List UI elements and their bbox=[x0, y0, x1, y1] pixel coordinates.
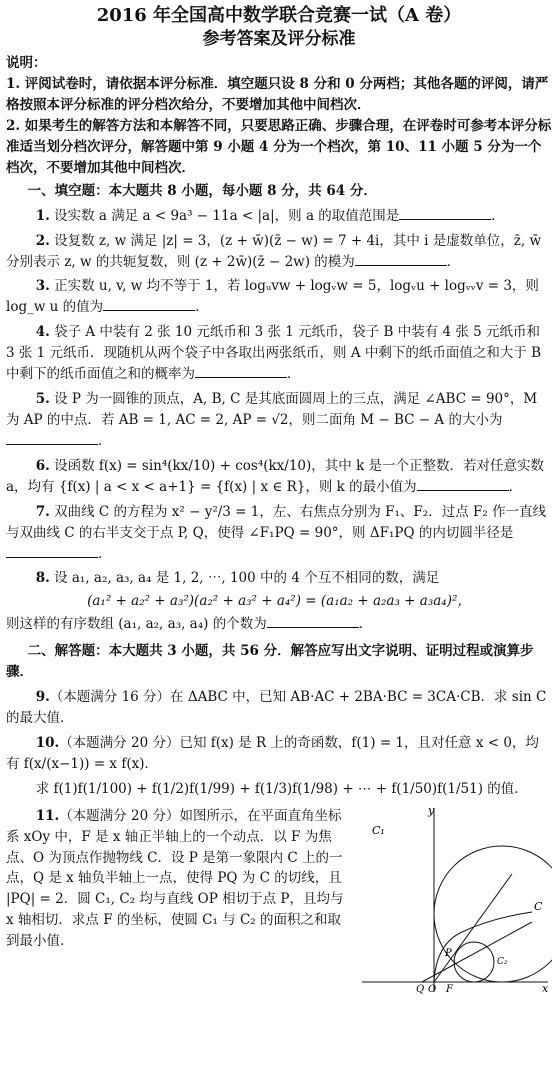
p-label: P bbox=[445, 947, 452, 959]
tangent-pq bbox=[422, 922, 532, 982]
question-text: 设 P 为一圆锥的顶点，A, B, C 是其底面圆周上的三点，满足 ∠ABC = 90°，M 为 AP 的中点．若 AB = 1, AC = 2, AP = √2，则二面角 M − BC − A 的大小为 bbox=[6, 391, 538, 428]
f-label: F bbox=[446, 983, 453, 994]
question-text: 正实数 u, v, w 均不等于 1，若 logᵤvw + logᵥw = 5，logᵥu + logᵥᵥv = 3，则 log_w u 的值为 bbox=[6, 278, 539, 316]
question-number: 5. bbox=[35, 391, 50, 408]
q-label: Q bbox=[416, 983, 425, 994]
answer-blank bbox=[417, 478, 509, 491]
question-text: 设实数 a 满足 a < 9a³ − 11a < |a|，则 a 的取值范围是 bbox=[54, 207, 400, 224]
note-2: 2. 如果考生的解答方法和本解答不同，只要思路正确、步骤合理，在评卷时可参考本评分标准适当划分档次评分，解答题中第 9 小题 4 分为一个档次，第 10、11 小题 5 分为一个档次，不要增加其他中间档次． bbox=[6, 118, 552, 176]
answer-blank bbox=[6, 432, 98, 445]
question-number: 10. bbox=[35, 734, 60, 751]
question-11-block bbox=[6, 803, 552, 994]
question-text: （本题满分 20 分）如图所示，在平面直角坐标系 xOy 中，F 是 x 轴正半轴上的一个动点．以 F 为焦点、O 为顶点作抛物线 C．设 P 是第一象限内 C 上的一点，Q 是 x 轴负半轴上一点，使得 PQ 为 C 的切线，且 |PQ| = 2．圆 C₁, C₂ 均与直线 OP 相切于点 P，且均与 x 轴相切．求点 F 的坐标，使圆 C₁ 与 C₂ 的面积之和取到最小值． bbox=[6, 807, 344, 950]
question-2: 2. 设复数 z, w 满足 |z| = 3，(z + w̄)(z̄ − w) = 7 + 4i，其中 i 是虚数单位，z̄, w̄ 分别表示 z, w 的共轭复数，则 (z + 2w̄)(z̄ − 2w) 的模为 ． bbox=[6, 232, 542, 270]
question-text: 求 f(1)f(1/100) + f(1/2)f(1/99) + f(1/3)f(1/98) + ⋯ + f(1/50)f(1/51) 的值． bbox=[35, 780, 528, 797]
answer-blank bbox=[355, 253, 447, 266]
question-number: 7. bbox=[35, 503, 50, 520]
parabola-circles-figure bbox=[352, 804, 552, 994]
c1-label: C₁ bbox=[372, 823, 385, 837]
question-5: 5. 设 P 为一圆锥的顶点，A, B, C 是其底面圆周上的三点，满足 ∠ABC = 90°，M 为 AP 的中点．若 AB = 1, AC = 2, AP = √2，则二面角 M − BC − A 的大小为． bbox=[6, 391, 538, 449]
question-8-formula: (a₁² + a₂² + a₃²)(a₂² + a₃² + a₄²) = (a₁a₂ + a₂a₃ + a₃a₄)²， bbox=[87, 593, 471, 610]
question-number: 4. bbox=[35, 324, 50, 341]
question-10 bbox=[6, 733, 552, 775]
question-number: 11. bbox=[35, 807, 60, 824]
notes-label: 说明： bbox=[6, 55, 47, 72]
question-6: 6. 设函数 f(x) = sin⁴(kx/10) + cos⁴(kx/10)，其中 k 是一个正整数．若对任意实数 a，均有 {f(x) | a < x < a+1} = {f(x) | x ∈ R}，则 k 的最小值为 ． bbox=[6, 457, 545, 495]
question-4: 4. 袋子 A 中装有 2 张 10 元纸币和 3 张 1 元纸币，袋子 B 中装有 4 张 5 元纸币和 3 张 1 元纸币．现随机从两个袋子中各取出两张纸币，则 A 中剩下的纸币面值之和大于 B 中剩下的纸币面值之和的概率为 ． bbox=[6, 324, 542, 383]
c2-label: C₂ bbox=[497, 956, 508, 967]
answer-blank bbox=[399, 207, 491, 220]
page-subtitle: 参考答案及评分标准 bbox=[202, 29, 356, 50]
question-9 bbox=[6, 687, 552, 729]
question-8 bbox=[6, 568, 552, 589]
question-text: 设函数 f(x) = sin⁴(kx/10) + cos⁴(kx/10)，其中 k 是一个正整数．若对任意实数 a，均有 {f(x) | a < x < a+1} = {f(x) | x ∈ R}，则 k 的最小值为 bbox=[6, 457, 545, 495]
question-3: 3. 正实数 u, v, w 均不等于 1，若 logᵤvw + logᵥw = 5，logᵥu + logᵥᵥv = 3，则 log_w u 的值为 ． bbox=[6, 278, 539, 316]
question-11 bbox=[6, 806, 351, 952]
parabola-c bbox=[434, 912, 532, 982]
section-1-heading: 一、填空题：本大题共 8 小题，每小题 8 分，共 64 分． bbox=[27, 182, 377, 199]
question-number: 8. bbox=[35, 570, 50, 587]
question-text: 设复数 z, w 满足 |z| = 3，(z + w̄)(z̄ − w) = 7 + 4i，其中 i 是虚数单位，z̄, w̄ 分别表示 z, w 的共轭复数，则 (z + 2w̄)(z̄ − 2w) 的模为 bbox=[6, 232, 542, 270]
c-label: C bbox=[534, 899, 543, 913]
question-text: （本题满分 20 分）已知 f(x) 是 R 上的奇函数，f(1) = 1，且对任意 x < 0，均有 f(x/(x−1)) = x f(x)． bbox=[6, 734, 539, 772]
answer-blank bbox=[267, 615, 359, 628]
question-number: 1. bbox=[35, 207, 50, 224]
question-text: 设 a₁, a₂, a₃, a₄ 是 1, 2, ⋯, 100 中的 4 个互不相同的数，满足 bbox=[54, 570, 440, 587]
answer-blank bbox=[6, 545, 98, 558]
question-number: 2. bbox=[35, 232, 50, 249]
question-number: 9. bbox=[35, 689, 50, 706]
question-text: （本题满分 16 分）在 ΔABC 中，已知 AB·AC + 2BA·BC = 3CA·CB．求 sin C 的最大值． bbox=[6, 689, 547, 726]
note-1: 1. 评阅试卷时，请依据本评分标准．填空题只设 8 分和 0 分两档；其他各题的评阅，请严格按照本评分标准的评分档次给分，不要增加其他中间档次． bbox=[6, 76, 549, 114]
question-1: 1. 设实数 a 满足 a < 9a³ − 11a < |a|，则 a 的取值范围是 ． bbox=[35, 207, 505, 224]
document-page bbox=[6, 4, 552, 994]
answer-blank bbox=[103, 298, 195, 311]
section-2-heading: 二、解答题：本大题共 3 小题，共 56 分．解答应写出文字说明、证明过程或演算步骤． bbox=[6, 643, 534, 681]
answer-blank bbox=[195, 365, 287, 378]
question-text: 双曲线 C 的方程为 x² − y²/3 = 1，左、右焦点分别为 F₁、F₂．过点 F₂ 作一直线与双曲线 C 的右半支交于点 P, Q，使得 ∠F₁PQ = 90°，则 ΔF₁PQ 的内切圆半径是 bbox=[6, 503, 547, 541]
y-axis-label: y bbox=[428, 803, 435, 817]
question-text: 袋子 A 中装有 2 张 10 元纸币和 3 张 1 元纸币，袋子 B 中装有 4 张 5 元纸币和 3 张 1 元纸币．现随机从两个袋子中各取出两张纸币，则 A 中剩下的纸币面值之和大于 B 中剩下的纸币面值之和的概率为 bbox=[6, 324, 542, 383]
page-title: 2016 年全国高中数学联合竞赛一试（A 卷） bbox=[96, 5, 462, 26]
question-8-continued: 则这样的有序数组 (a₁, a₂, a₃, a₄) 的个数为 ． bbox=[6, 616, 373, 633]
question-number: 6. bbox=[35, 457, 50, 474]
x-axis-label: x bbox=[542, 981, 549, 994]
circle-c1 bbox=[434, 846, 552, 982]
question-number: 3. bbox=[35, 278, 50, 295]
question-7: 7. 双曲线 C 的方程为 x² − y²/3 = 1，左、右焦点分别为 F₁、F₂．过点 F₂ 作一直线与双曲线 C 的右半支交于点 P, Q，使得 ∠F₁PQ = 90°，则 ΔF₁PQ 的内切圆半径是． bbox=[6, 503, 547, 562]
o-label: O bbox=[428, 983, 437, 994]
question-10-part bbox=[6, 779, 552, 800]
question-text: 则这样的有序数组 (a₁, a₂, a₃, a₄) 的个数为 bbox=[6, 616, 267, 633]
